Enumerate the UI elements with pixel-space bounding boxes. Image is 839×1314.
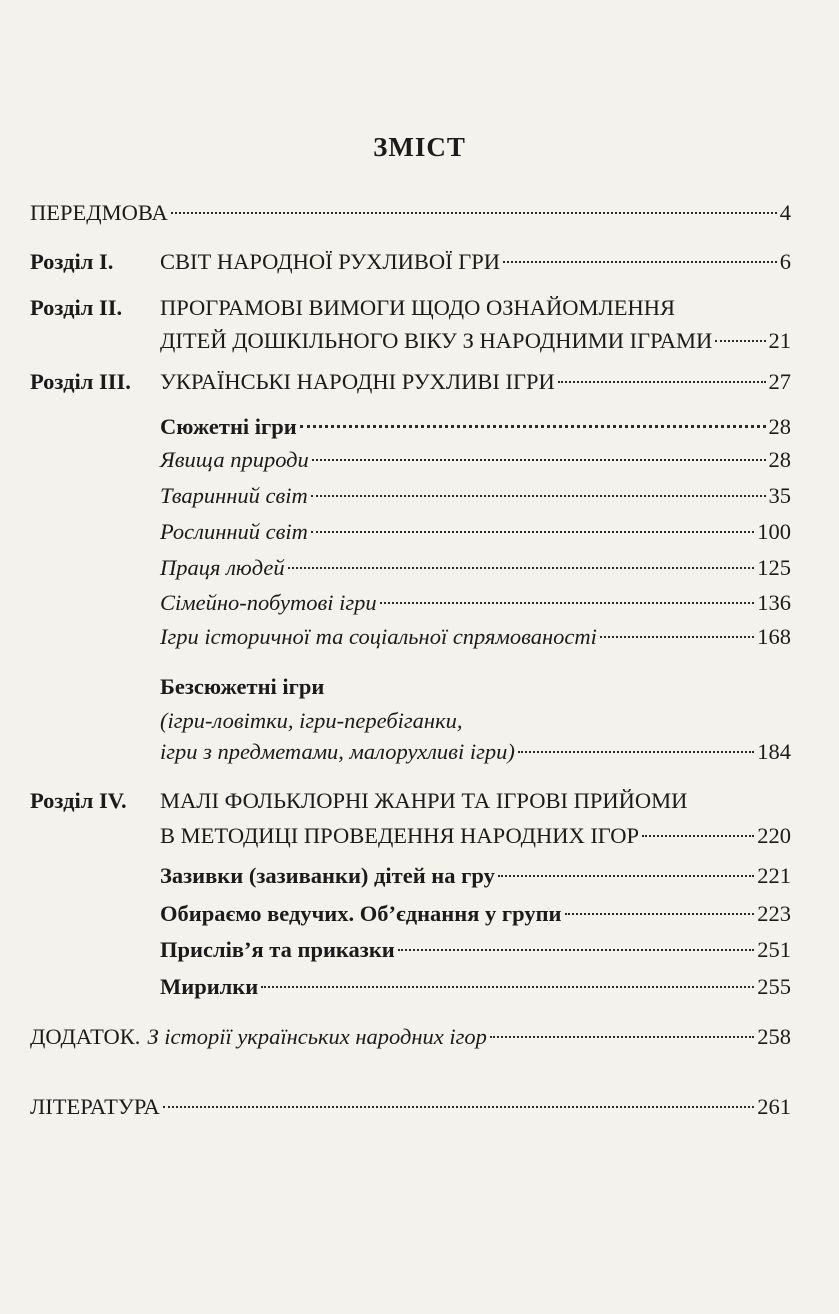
toc-entry-plotless-line1: (ігри-ловітки, ігри-перебіганки, <box>160 708 463 733</box>
toc-page-number: 125 <box>757 555 791 580</box>
toc-entry-plotless[interactable] <box>160 734 791 770</box>
toc-entry-text: Рослинний світ <box>160 519 308 544</box>
dot-leader <box>490 1036 754 1038</box>
toc-page-number: 184 <box>757 739 791 764</box>
toc-page-number: 168 <box>757 624 791 649</box>
chapter-label: Розділ ІІІ. <box>30 369 131 394</box>
toc-page-number: 27 <box>768 369 791 394</box>
toc-entry-plot-games[interactable] <box>160 409 791 445</box>
toc-entry-text: ігри з предметами, малорухливі ігри) <box>160 739 515 764</box>
toc-entry-plotless-title[interactable]: Безсюжетні ігри <box>160 674 325 699</box>
toc-page-number: 100 <box>757 519 791 544</box>
toc-entry-plants[interactable] <box>160 514 791 550</box>
toc-page-number: 223 <box>757 901 791 926</box>
dot-leader <box>380 602 755 604</box>
toc-entry-text: УКРАЇНСЬКІ НАРОДНІ РУХЛИВІ ІГРИ <box>160 369 555 394</box>
dot-leader <box>311 495 766 497</box>
toc-page-number: 6 <box>779 249 791 274</box>
toc-page-number: 21 <box>768 328 791 353</box>
toc-entry-text: Прислів’я та приказки <box>160 937 395 962</box>
chapter-label: Розділ ІІ. <box>30 295 123 320</box>
toc-entry-text: Сюжетні ігри <box>160 414 297 439</box>
toc-page-number: 28 <box>768 447 791 472</box>
toc-entry-literature[interactable] <box>30 1089 791 1125</box>
toc-entry-appendix[interactable] <box>30 1019 791 1055</box>
dot-leader <box>498 875 754 877</box>
dot-leader <box>642 835 754 837</box>
dot-leader <box>261 986 754 988</box>
dot-leader <box>311 531 754 533</box>
chapter-label: Розділ IV. <box>30 788 127 813</box>
toc-entry-foreword[interactable] <box>30 195 791 231</box>
toc-entry-labor[interactable] <box>160 550 791 586</box>
toc-page-number: 255 <box>757 974 791 999</box>
page-title: ЗМІСТ <box>373 132 466 162</box>
dot-leader <box>300 425 766 428</box>
toc-page-number: 35 <box>768 483 791 508</box>
toc-entry-chapter-4[interactable] <box>160 818 791 854</box>
chapter-label: Розділ І. <box>30 249 114 274</box>
dot-leader <box>558 381 766 383</box>
toc-entry-nature[interactable] <box>160 442 791 478</box>
dot-leader <box>398 949 754 951</box>
dot-leader <box>565 913 755 915</box>
toc-entry-leaders[interactable] <box>160 896 791 932</box>
toc-entry-prefix: ДОДАТОК. <box>30 1024 141 1049</box>
toc-entry-chapter-4-line1[interactable]: МАЛІ ФОЛЬКЛОРНІ ЖАНРИ ТА ІГРОВІ ПРИЙОМИ <box>160 788 688 813</box>
dot-leader <box>312 459 766 461</box>
toc-entry-text: ПЕРЕДМОВА <box>30 200 168 225</box>
dot-leader <box>288 567 755 569</box>
toc-entry-text: Сімейно-побутові ігри <box>160 590 377 615</box>
toc-page-number: 261 <box>757 1094 791 1119</box>
toc-entry-text: Ігри історичної та соціальної спрямованості <box>160 624 597 649</box>
toc-entry-text: ДІТЕЙ ДОШКІЛЬНОГО ВІКУ З НАРОДНИМИ ІГРАМИ <box>160 328 713 353</box>
toc-entry-text: ЛІТЕРАТУРА <box>30 1094 160 1119</box>
toc-entry-text: Зазивки (зазиванки) дітей на гру <box>160 863 495 888</box>
toc-entry-counting[interactable] <box>160 969 791 1005</box>
toc-entry-calls[interactable] <box>160 858 791 894</box>
toc-page-number: 4 <box>779 200 791 225</box>
toc-entry-family[interactable] <box>160 585 791 621</box>
toc-page-number: 28 <box>768 414 791 439</box>
toc-entry-chapter-2-line1[interactable]: ПРОГРАМОВІ ВИМОГИ ЩОДО ОЗНАЙОМЛЕННЯ <box>160 295 676 320</box>
toc-entry-animals[interactable] <box>160 478 791 514</box>
toc-page-number: 136 <box>757 590 791 615</box>
toc-entry-text: Тваринний світ <box>160 483 308 508</box>
toc-entry-text: Явища природи <box>160 447 309 472</box>
toc-entry-chapter-3[interactable] <box>160 364 791 400</box>
dot-leader <box>503 261 777 263</box>
toc-page-number: 221 <box>757 863 791 888</box>
toc-entry-chapter-1[interactable] <box>160 244 791 280</box>
toc-entry-text: Праця людей <box>160 555 285 580</box>
toc-entry-text: В МЕТОДИЦІ ПРОВЕДЕННЯ НАРОДНИХ ІГОР <box>160 823 640 848</box>
toc-page-number: 251 <box>757 937 791 962</box>
toc-page-number: 258 <box>757 1024 791 1049</box>
dot-leader <box>171 212 777 214</box>
toc-page-number: 220 <box>757 823 791 848</box>
toc-entry-text: СВІТ НАРОДНОЇ РУХЛИВОЇ ГРИ <box>160 249 501 274</box>
toc-entry-history[interactable] <box>160 619 791 655</box>
dot-leader <box>163 1106 755 1108</box>
dot-leader <box>600 636 754 638</box>
dot-leader <box>518 751 754 753</box>
toc-entry-proverbs[interactable] <box>160 932 791 968</box>
toc-entry-text: Обираємо ведучих. Об’єднання у групи <box>160 901 562 926</box>
toc-entry-text: Мирилки <box>160 974 259 999</box>
dot-leader <box>715 340 765 342</box>
toc-entry-text: З історії українських народних ігор <box>147 1024 487 1049</box>
toc-entry-chapter-2[interactable] <box>160 323 791 359</box>
